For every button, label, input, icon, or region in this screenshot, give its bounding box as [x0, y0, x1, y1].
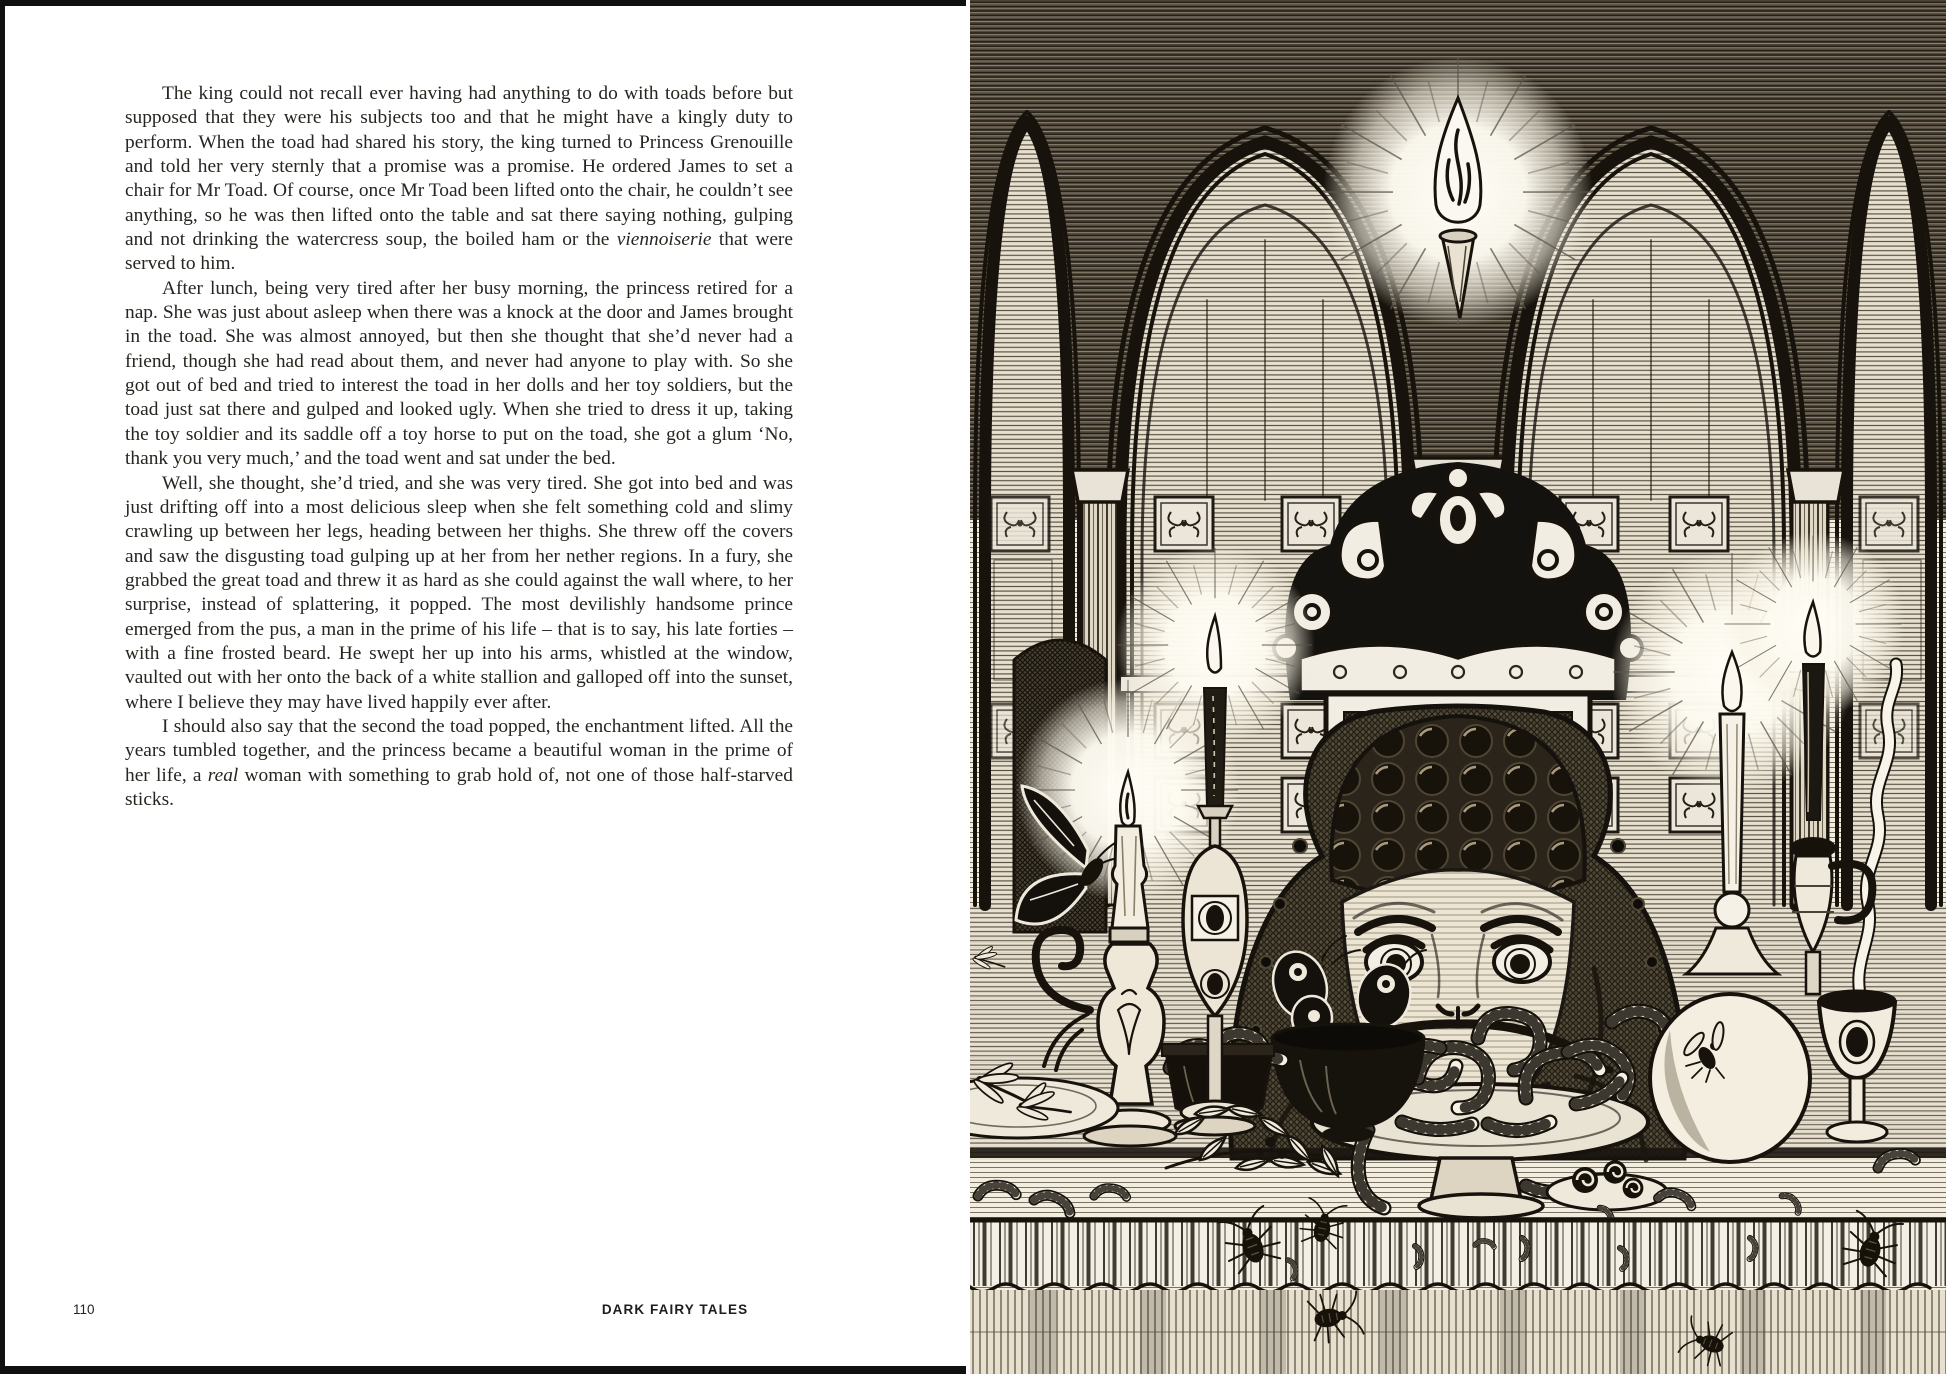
illustration-page: [970, 0, 1946, 1374]
running-title: DARK FAIRY TALES: [601, 1302, 749, 1317]
story-text: [125, 82, 793, 812]
torch: [1323, 57, 1593, 327]
toad-banquet-illustration: [970, 0, 1946, 1374]
left-page: [0, 0, 966, 1374]
paragraph-1: The king could not recall ever having had anything to do with toads before but supposed that they were his subjects too and that he might have a kingly duty to perform. When the toad had shared his story, the king turned to Princess Grenouille and told her very sternly that a promise was a promise. He ordered James to set a chair for Mr Toad. Of course, once Mr Toad been lifted onto the chair, he couldn’t see anything, so he was then lifted onto the table and sat there saying nothing, gulping and not drinking the watercress soup, the boiled ham or the viennoiserie that were served to him.: [125, 83, 793, 275]
fringe-band: [970, 1220, 1946, 1286]
paragraph-2: After lunch, being very tired after her busy morning, the princess retired for a nap. She was just about asleep when there was a knock at the door and James brought in the toad. She was almost annoyed, but then she thought that she’d never had a friend, though she had read about them, and never had anyone to play with. So she got out of bed and tried to interest the toad in her dolls and her toy soldiers, but the toad just sat there and gulped and looked ugly. When she tried to dress it up, taking the toy soldier and its saddle off a toy horse to put on the toad, she got a glum ‘No, thank you very much,’ and the toad went and sat under the bed.: [125, 277, 793, 470]
tablecloth: [970, 1220, 1946, 1374]
page-number: 110: [73, 1302, 95, 1317]
paragraph-4: I should also say that the second the toad popped, the enchantment lifted. All the years tumbled together, and the princess became a beautiful woman in the prime of her life, a real woman with something to grab hold of, not one of those half-starved sticks.: [125, 715, 793, 810]
paragraph-3: Well, she thought, she’d tried, and she was very tired. She got into bed and was just drifting off into a most delicious sleep when she felt something cold and slimy crawling up between her legs, heading between her thighs. She threw off the covers and saw the disgusting toad gulping up at her from her nether regions. In a fury, she grabbed the great toad and threw it as hard as she could against the wall where, to her surprise, instead of splattering, it popped. The most devilishly handsome prince emerged from the pus, a man in the prime of his life – that is to say, his late forties – with a fine frosted beard. He swept her up into his arms, whistled at the window, vaulted out with her onto the back of a white stallion and galloped off into the sunset, where I believe they may have lived happily ever after.: [125, 472, 793, 713]
